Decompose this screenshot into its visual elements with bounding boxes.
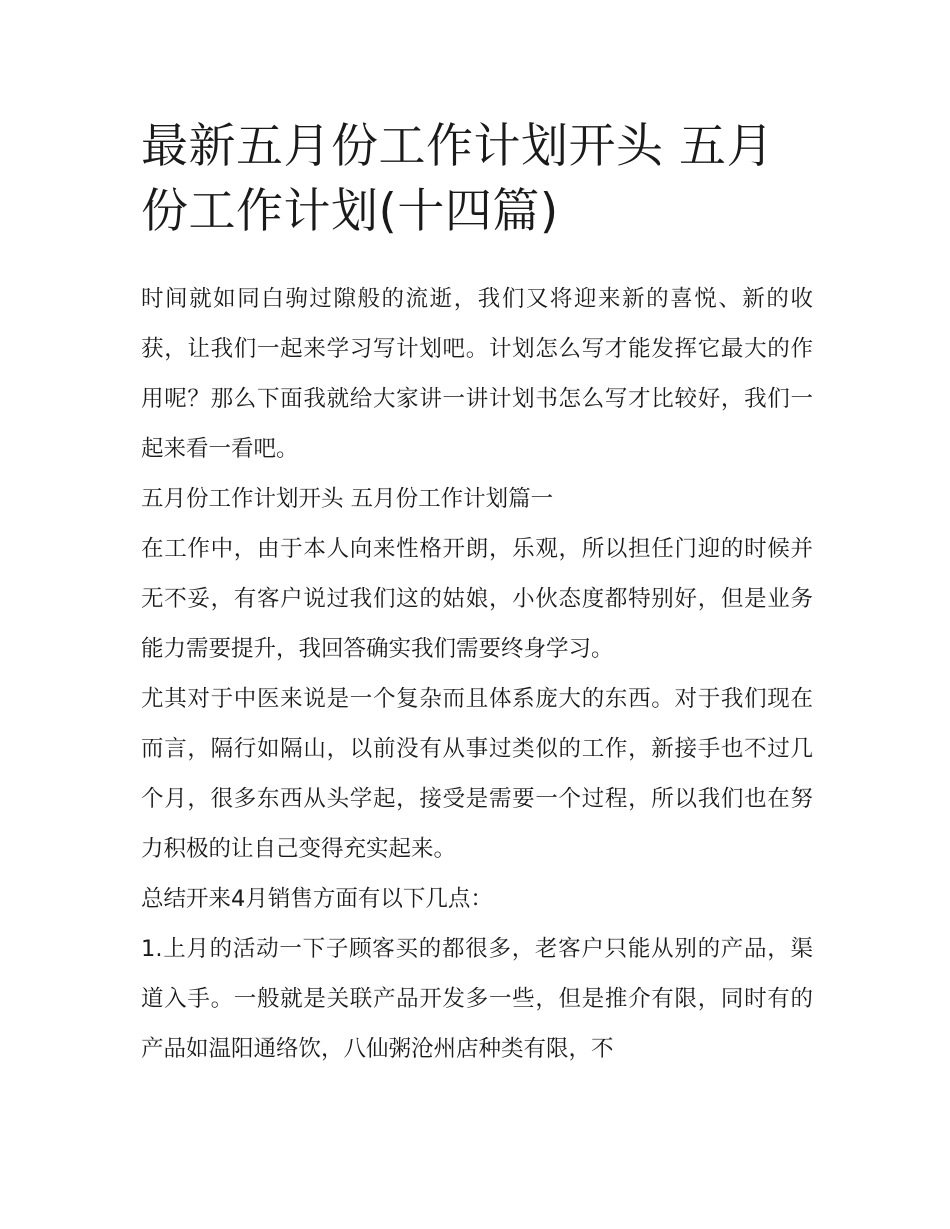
body-paragraph: 尤其对于中医来说是一个复杂而且体系庞大的东西。对于我们现在而言，隔行如隔山，以前没有从事过类似的工作，新接手也不过几个月，很多东西从头学起，接受是需要一个过程，所以我们也在努力积极的让自己变得充实起来。: [141, 686, 813, 862]
document-title: 最新五月份工作计划开头 五月份工作计划(十四篇): [141, 119, 774, 239]
intro-paragraph: 时间就如同白驹过隙般的流逝，我们又将迎来新的喜悦、新的收获，让我们一起来学习写计划吧。计划怎么写才能发挥它最大的作用呢？那么下面我就给大家讲一讲计划书怎么写才比较好，我们一起来看一看吧。: [141, 286, 813, 462]
body-paragraph: 在工作中，由于本人向来性格开朗，乐观，所以担任门迎的时候并无不妥，有客户说过我们这的姑娘，小伙态度都特别好，但是业务能力需要提升，我回答确实我们需要终身学习。: [141, 536, 813, 662]
document-body: [141, 274, 813, 1074]
list-item-1: 1.上月的活动一下子顾客买的都很多，老客户只能从别的产品，渠道入手。一般就是关联产品开发多一些，但是推介有限，同时有的产品如温阳通络饮，八仙粥沧州店种类有限，不: [141, 936, 813, 1062]
document-page: [141, 114, 813, 1074]
summary-lead: 总结开来4月销售方面有以下几点：: [141, 886, 493, 912]
section-heading: 五月份工作计划开头 五月份工作计划篇一: [141, 486, 554, 512]
